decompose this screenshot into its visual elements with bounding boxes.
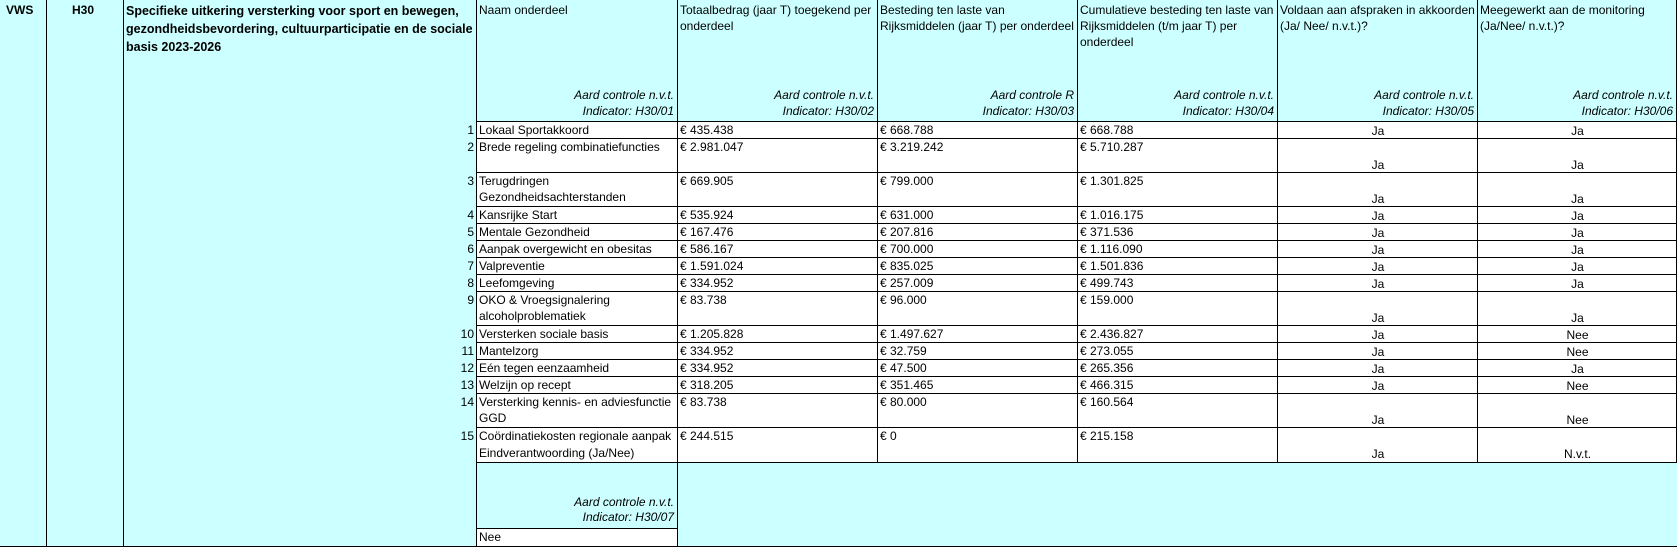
- cell-total[interactable]: [678, 428, 878, 462]
- column-control-type: Aard controle n.v.t.: [1174, 88, 1274, 102]
- grid-line: [677, 462, 678, 547]
- value-spent: € 700.000: [880, 242, 934, 256]
- column-header-text: Voldaan aan afspraken in akkoorden (Ja/ Nee/ n.v.t.)?: [1280, 3, 1475, 33]
- value-monitoring: Ja: [1571, 277, 1584, 291]
- cell-total[interactable]: [678, 122, 878, 139]
- row-number: 8: [467, 276, 474, 290]
- row-number: 15: [460, 429, 474, 443]
- column-indicator: Indicator: H30/03: [982, 104, 1074, 118]
- cell-monitoring[interactable]: [1478, 173, 1677, 207]
- cell-name[interactable]: [477, 173, 678, 207]
- column-control-type: Aard controle n.v.t.: [774, 88, 874, 102]
- value-monitoring: Nee: [1566, 413, 1589, 427]
- value-name: Versterking kennis- en adviesfunctie GGD: [479, 395, 672, 425]
- column-indicator: Indicator: H30/02: [782, 104, 874, 118]
- value-spent: € 47.500: [880, 361, 927, 375]
- value-name: Mantelzorg: [479, 344, 539, 358]
- cell-total[interactable]: [678, 241, 878, 258]
- cell-name[interactable]: [477, 139, 678, 173]
- value-name: Leefomgeving: [479, 276, 555, 290]
- cell-name[interactable]: [477, 224, 678, 241]
- cell-spent[interactable]: [878, 343, 1078, 360]
- value-cumulative: € 499.743: [1080, 276, 1134, 290]
- cell-total[interactable]: [678, 343, 878, 360]
- value-agreements: Ja: [1371, 243, 1385, 257]
- final-value: Nee: [479, 530, 502, 544]
- column-header-text: Besteding ten laste van Rijksmiddelen (jaar T) per onderdeel: [880, 3, 1074, 33]
- value-spent: € 668.788: [880, 123, 934, 137]
- value-spent: € 0: [880, 429, 897, 443]
- column-header-3: [878, 0, 1078, 121]
- cell-agreements[interactable]: [1278, 224, 1478, 241]
- column-indicator: Indicator: H30/04: [1182, 104, 1274, 118]
- cell-agreements[interactable]: [1278, 292, 1478, 326]
- value-cumulative: € 5.710.287: [1080, 140, 1144, 154]
- cell-cumulative[interactable]: [1078, 139, 1278, 173]
- cell-total[interactable]: [678, 394, 878, 428]
- value-spent: € 631.000: [880, 208, 934, 222]
- cell-total[interactable]: [678, 173, 878, 207]
- cell-total[interactable]: [678, 377, 878, 394]
- value-spent: € 207.816: [880, 225, 934, 239]
- value-spent: € 835.025: [880, 259, 934, 273]
- value-agreements: Ja: [1371, 192, 1385, 206]
- value-total: € 334.952: [680, 361, 734, 375]
- final-header-cell: [477, 443, 678, 528]
- value-agreements: Ja: [1371, 124, 1385, 138]
- value-total: € 334.952: [680, 344, 734, 358]
- grid-line: [477, 274, 1677, 275]
- cell-total[interactable]: [678, 292, 878, 326]
- value-cumulative: € 159.000: [1080, 293, 1134, 307]
- cell-monitoring[interactable]: [1478, 122, 1677, 139]
- grid-line: [477, 427, 1677, 428]
- cell-agreements[interactable]: [1278, 173, 1478, 207]
- title-cell: [124, 0, 476, 547]
- value-agreements: Ja: [1371, 311, 1385, 325]
- value-name: Welzijn op recept: [479, 378, 571, 392]
- value-name: Lokaal Sportakkoord: [479, 123, 590, 137]
- cell-cumulative[interactable]: [1078, 360, 1278, 377]
- cell-name[interactable]: [477, 326, 678, 343]
- cell-cumulative[interactable]: [1078, 241, 1278, 258]
- final-control-type: Aard controle n.v.t.: [574, 495, 674, 509]
- value-cumulative: € 1.016.175: [1080, 208, 1144, 222]
- column-header-text: Totaalbedrag (jaar T) toegekend per onderdeel: [680, 3, 872, 33]
- cell-spent[interactable]: [878, 428, 1078, 462]
- ministry-label: VWS: [6, 3, 34, 17]
- cell-monitoring[interactable]: [1478, 360, 1677, 377]
- value-total: € 244.515: [680, 429, 734, 443]
- grid-line: [477, 291, 1677, 292]
- cell-agreements[interactable]: [1278, 394, 1478, 428]
- value-agreements: Ja: [1371, 447, 1385, 461]
- final-value-cell[interactable]: [477, 529, 678, 546]
- value-spent: € 3.219.242: [880, 140, 944, 154]
- cell-spent[interactable]: [878, 224, 1078, 241]
- cell-spent[interactable]: [878, 377, 1078, 394]
- cell-monitoring[interactable]: [1478, 224, 1677, 241]
- cell-spent[interactable]: [878, 173, 1078, 207]
- value-cumulative: € 1.301.825: [1080, 174, 1144, 188]
- cell-name[interactable]: [477, 258, 678, 275]
- value-cumulative: € 1.501.836: [1080, 259, 1144, 273]
- value-total: € 83.738: [680, 293, 727, 307]
- value-spent: € 32.759: [880, 344, 927, 358]
- value-monitoring: Ja: [1571, 192, 1584, 206]
- grid-line: [477, 121, 1677, 122]
- value-monitoring: Ja: [1571, 158, 1584, 172]
- column-header-text: Meegewerkt aan de monitoring (Ja/Nee/ n.v.t.)?: [1480, 3, 1645, 33]
- grid-line: [46, 0, 47, 547]
- value-monitoring: Ja: [1571, 362, 1584, 376]
- cell-spent[interactable]: [878, 275, 1078, 292]
- cell-cumulative[interactable]: [1078, 173, 1278, 207]
- grid-line: [477, 342, 1677, 343]
- cell-monitoring[interactable]: [1478, 207, 1677, 224]
- grid-line: [123, 0, 124, 547]
- cell-spent[interactable]: [878, 241, 1078, 258]
- value-monitoring: N.v.t.: [1563, 447, 1592, 461]
- row-number: 4: [467, 208, 474, 222]
- grid-line: [477, 172, 1677, 173]
- value-monitoring: Ja: [1571, 209, 1584, 223]
- value-total: € 435.438: [680, 123, 734, 137]
- value-spent: € 80.000: [880, 395, 927, 409]
- cell-monitoring[interactable]: [1478, 377, 1677, 394]
- value-name: Terugdringen Gezondheidsachterstanden: [479, 174, 626, 204]
- cell-agreements[interactable]: [1278, 258, 1478, 275]
- value-cumulative: € 160.564: [1080, 395, 1134, 409]
- cell-name[interactable]: [477, 241, 678, 258]
- cell-name[interactable]: [477, 122, 678, 139]
- cell-name[interactable]: [477, 207, 678, 224]
- cell-total[interactable]: [678, 326, 878, 343]
- value-cumulative: € 2.436.827: [1080, 327, 1144, 341]
- row-number: 2: [467, 140, 474, 154]
- cell-spent[interactable]: [878, 122, 1078, 139]
- cell-spent[interactable]: [878, 292, 1078, 326]
- cell-spent[interactable]: [878, 139, 1078, 173]
- grid-line: [477, 393, 1677, 394]
- cell-spent[interactable]: [878, 360, 1078, 377]
- cell-cumulative[interactable]: [1078, 275, 1278, 292]
- code-cell: [47, 0, 123, 547]
- value-monitoring: Ja: [1571, 311, 1584, 325]
- cell-spent[interactable]: [878, 207, 1078, 224]
- value-spent: € 799.000: [880, 174, 934, 188]
- value-agreements: Ja: [1371, 209, 1385, 223]
- cell-name[interactable]: [477, 360, 678, 377]
- column-header-1: [477, 0, 678, 121]
- cell-name[interactable]: [477, 377, 678, 394]
- cell-cumulative[interactable]: [1078, 377, 1278, 394]
- cell-cumulative[interactable]: [1078, 428, 1278, 462]
- value-monitoring: Nee: [1566, 328, 1589, 342]
- row-number: 10: [460, 327, 474, 341]
- cell-monitoring[interactable]: [1478, 241, 1677, 258]
- cell-agreements[interactable]: [1278, 326, 1478, 343]
- row-number: 3: [467, 174, 474, 188]
- cell-monitoring[interactable]: [1478, 428, 1677, 462]
- value-monitoring: Ja: [1571, 226, 1584, 240]
- cell-spent[interactable]: [878, 394, 1078, 428]
- grid-line: [477, 376, 1677, 377]
- column-control-type: Aard controle n.v.t.: [574, 88, 674, 102]
- value-cumulative: € 1.116.090: [1080, 242, 1143, 256]
- value-cumulative: € 273.055: [1080, 344, 1134, 358]
- value-agreements: Ja: [1371, 260, 1385, 274]
- value-total: € 1.205.828: [680, 327, 744, 341]
- cell-total[interactable]: [678, 207, 878, 224]
- value-name: Kansrijke Start: [479, 208, 558, 222]
- value-agreements: Ja: [1371, 158, 1385, 172]
- cell-monitoring[interactable]: [1478, 139, 1677, 173]
- row-number: 7: [467, 259, 474, 273]
- regulation-code: H30: [72, 3, 95, 17]
- cell-name[interactable]: [477, 394, 678, 428]
- row-number: 5: [467, 225, 474, 239]
- cell-cumulative[interactable]: [1078, 343, 1278, 360]
- cell-cumulative[interactable]: [1078, 258, 1278, 275]
- value-total: € 535.924: [680, 208, 734, 222]
- value-spent: € 1.497.627: [880, 327, 944, 341]
- value-total: € 83.738: [680, 395, 727, 409]
- cell-name[interactable]: [477, 292, 678, 326]
- cell-spent[interactable]: [878, 258, 1078, 275]
- cell-total[interactable]: [678, 139, 878, 173]
- column-header-5: [1278, 0, 1478, 121]
- column-control-type: Aard controle n.v.t.: [1573, 88, 1673, 102]
- cell-monitoring[interactable]: [1478, 343, 1677, 360]
- value-spent: € 96.000: [880, 293, 927, 307]
- value-agreements: Ja: [1371, 226, 1385, 240]
- cell-monitoring[interactable]: [1478, 258, 1677, 275]
- value-cumulative: € 215.158: [1080, 429, 1134, 443]
- cell-agreements[interactable]: [1278, 122, 1478, 139]
- cell-cumulative[interactable]: [1078, 292, 1278, 326]
- value-total: € 669.905: [680, 174, 734, 188]
- grid-line: [477, 257, 1677, 258]
- cell-total[interactable]: [678, 275, 878, 292]
- value-cumulative: € 265.356: [1080, 361, 1134, 375]
- value-agreements: Ja: [1371, 379, 1385, 393]
- value-name: Coördinatiekosten regionale aanpak: [479, 429, 672, 443]
- cell-total[interactable]: [678, 224, 878, 241]
- column-header-4: [1078, 0, 1278, 121]
- value-name: Aanpak overgewicht en obesitas: [479, 242, 652, 256]
- row-number: 14: [460, 395, 474, 409]
- column-header-2: [678, 0, 878, 121]
- grid-line: [477, 325, 1677, 326]
- value-monitoring: Ja: [1571, 260, 1584, 274]
- cell-cumulative[interactable]: [1078, 224, 1278, 241]
- value-agreements: Ja: [1371, 328, 1385, 342]
- value-spent: € 257.009: [880, 276, 934, 290]
- column-indicator: Indicator: H30/06: [1581, 104, 1673, 118]
- value-agreements: Ja: [1371, 345, 1385, 359]
- value-name: Valpreventie: [479, 259, 545, 273]
- cell-agreements[interactable]: [1278, 428, 1478, 462]
- value-total: € 167.476: [680, 225, 734, 239]
- column-control-type: Aard controle n.v.t.: [1374, 88, 1474, 102]
- value-name: Brede regeling combinatiefuncties: [479, 140, 660, 154]
- value-name: Versterken sociale basis: [479, 327, 609, 341]
- value-name: OKO & Vroegsignalering alcoholproblematiek: [479, 293, 610, 323]
- value-monitoring: Nee: [1566, 379, 1589, 393]
- cell-total[interactable]: [678, 360, 878, 377]
- cell-agreements[interactable]: [1278, 241, 1478, 258]
- ministry-cell: [0, 0, 46, 547]
- value-total: € 2.981.047: [680, 140, 744, 154]
- cell-name[interactable]: [477, 343, 678, 360]
- column-header-text: Cumulatieve besteding ten laste van Rijksmiddelen (t/m jaar T) per onderdeel: [1080, 3, 1274, 49]
- value-spent: € 351.465: [880, 378, 934, 392]
- final-header: Eindverantwoording (Ja/Nee): [479, 446, 635, 460]
- grid-line: [477, 462, 1677, 463]
- value-agreements: Ja: [1371, 362, 1385, 376]
- value-monitoring: Ja: [1571, 243, 1584, 257]
- grid-line: [477, 528, 678, 529]
- value-name: Eén tegen eenzaamheid: [479, 361, 610, 375]
- cell-cumulative[interactable]: [1078, 207, 1278, 224]
- value-total: € 1.591.024: [680, 259, 744, 273]
- value-cumulative: € 466.315: [1080, 378, 1134, 392]
- column-indicator: Indicator: H30/05: [1382, 104, 1474, 118]
- cell-spent[interactable]: [878, 326, 1078, 343]
- column-control-type: Aard controle R: [990, 88, 1074, 102]
- cell-agreements[interactable]: [1278, 275, 1478, 292]
- cell-cumulative[interactable]: [1078, 394, 1278, 428]
- row-number: 11: [461, 344, 474, 358]
- value-monitoring: Ja: [1571, 124, 1584, 138]
- cell-total[interactable]: [678, 258, 878, 275]
- row-number: 6: [467, 242, 474, 256]
- value-cumulative: € 371.536: [1080, 225, 1134, 239]
- column-header-text: Naam onderdeel: [479, 3, 568, 17]
- cell-cumulative[interactable]: [1078, 326, 1278, 343]
- value-total: € 334.952: [680, 276, 734, 290]
- value-name: Mentale Gezondheid: [479, 225, 590, 239]
- value-cumulative: € 668.788: [1080, 123, 1134, 137]
- row-number: 13: [460, 378, 474, 392]
- cell-monitoring[interactable]: [1478, 275, 1677, 292]
- grid-line: [477, 138, 1677, 139]
- cell-cumulative[interactable]: [1078, 122, 1278, 139]
- row-number: 1: [467, 123, 474, 137]
- final-indicator: Indicator: H30/07: [582, 510, 674, 524]
- cell-agreements[interactable]: [1278, 377, 1478, 394]
- column-indicator: Indicator: H30/01: [582, 104, 674, 118]
- value-total: € 586.167: [680, 242, 734, 256]
- column-header-6: [1478, 0, 1677, 121]
- cell-name[interactable]: [477, 275, 678, 292]
- cell-monitoring[interactable]: [1478, 292, 1677, 326]
- row-number: 9: [467, 293, 474, 307]
- cell-monitoring[interactable]: [1478, 326, 1677, 343]
- value-agreements: Ja: [1371, 413, 1385, 427]
- cell-monitoring[interactable]: [1478, 394, 1677, 428]
- cell-agreements[interactable]: [1278, 139, 1478, 173]
- grid-line: [477, 240, 1677, 241]
- row-number: 12: [460, 361, 474, 375]
- grid-line: [477, 359, 1677, 360]
- cell-agreements[interactable]: [1278, 207, 1478, 224]
- cell-agreements[interactable]: [1278, 360, 1478, 377]
- cell-agreements[interactable]: [1278, 343, 1478, 360]
- value-monitoring: Nee: [1566, 345, 1589, 359]
- grid-line: [477, 206, 1677, 207]
- value-total: € 318.205: [680, 378, 734, 392]
- regulation-title: Specifieke uitkering versterking voor sport en bewegen, gezondheidsbevordering, cultuurparticipatie en de sociale basis 2023-2026: [126, 4, 473, 54]
- value-agreements: Ja: [1371, 277, 1385, 291]
- grid-line: [477, 223, 1677, 224]
